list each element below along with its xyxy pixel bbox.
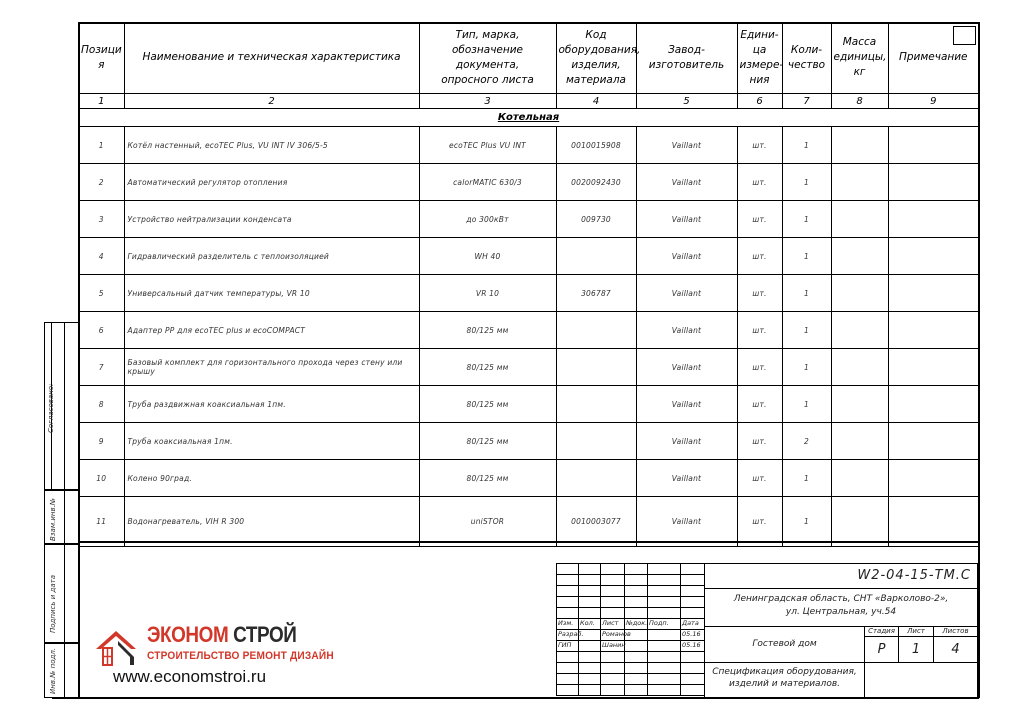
header-qty: Коли- чество — [782, 22, 831, 94]
cell-code: 009730 — [556, 201, 636, 238]
side-cell-inner — [64, 491, 78, 543]
cell-maker: Vaillant — [636, 423, 737, 460]
side-cell-inv-orig — [44, 643, 79, 698]
cell-name: Устройство нейтрализации конденсата — [124, 201, 419, 238]
table-row — [79, 238, 978, 275]
col-number: 1 — [79, 94, 124, 109]
cell-code — [556, 386, 636, 423]
grid-cell — [680, 684, 705, 696]
cell-name: Труба раздвижная коаксиальная 1пм. — [124, 386, 419, 423]
cell-mass — [831, 238, 888, 275]
stage-label: Стадия — [868, 627, 895, 635]
cell-unit: шт. — [737, 423, 782, 460]
header-position: Позици я — [79, 22, 124, 94]
cell-code — [556, 238, 636, 275]
grid-label-razrab-date: 05.16 — [682, 630, 701, 638]
cell-maker: Vaillant — [636, 127, 737, 164]
cell-qty: 1 — [782, 164, 831, 201]
side-inv-orig-label: Инв.№ подл. — [49, 647, 57, 694]
header-note: Примечание — [888, 22, 978, 94]
cell-note — [888, 201, 978, 238]
cell-code: 0010015908 — [556, 127, 636, 164]
column-number-row — [79, 94, 978, 109]
cell-code — [556, 349, 636, 386]
cell-qty: 1 — [782, 127, 831, 164]
table-row — [79, 460, 978, 497]
col-number: 6 — [737, 94, 782, 109]
cell-name: Колено 90град. — [124, 460, 419, 497]
company-cell — [864, 662, 978, 698]
object-name: Гостевой дом — [752, 639, 817, 649]
header-maker: Завод- изготовитель — [636, 22, 737, 94]
cell-type: calorMATIC 630/3 — [419, 164, 556, 201]
sheets-label: Листов — [942, 627, 969, 635]
header-row — [79, 22, 978, 94]
table-row — [79, 423, 978, 460]
grid-label-gip-label: ГИП — [558, 641, 572, 649]
cell-type: ecoTEC Plus VU INT — [419, 127, 556, 164]
cell-unit: шт. — [737, 386, 782, 423]
header-type: Тип, марка, обозначение документа, опросного листа — [419, 22, 556, 94]
cell-position: 9 — [79, 423, 124, 460]
cell-position: 8 — [79, 386, 124, 423]
cell-unit: шт. — [737, 238, 782, 275]
cell-unit: шт. — [737, 460, 782, 497]
cell-mass — [831, 312, 888, 349]
cell-unit: шт. — [737, 497, 782, 547]
cell-note — [888, 127, 978, 164]
cell-type: VR 10 — [419, 275, 556, 312]
cell-qty: 1 — [782, 349, 831, 386]
cell-maker: Vaillant — [636, 275, 737, 312]
cell-unit: шт. — [737, 349, 782, 386]
cell-qty: 1 — [782, 275, 831, 312]
side-cell-inner — [64, 545, 78, 642]
cell-qty: 1 — [782, 312, 831, 349]
cell-qty: 2 — [782, 423, 831, 460]
cell-name: Автоматический регулятор отопления — [124, 164, 419, 201]
cell-type: 80/125 мм — [419, 460, 556, 497]
cell-note — [888, 312, 978, 349]
cell-code: 306787 — [556, 275, 636, 312]
side-cell-sign-date — [44, 544, 79, 643]
cell-position: 10 — [79, 460, 124, 497]
doc-code-cell — [704, 563, 978, 589]
cell-qty: 1 — [782, 238, 831, 275]
cell-position: 11 — [79, 497, 124, 547]
cell-mass — [831, 460, 888, 497]
cell-unit: шт. — [737, 201, 782, 238]
cell-type: 80/125 мм — [419, 423, 556, 460]
sheets-value-cell — [933, 636, 978, 663]
address-line1: Ленинградская область, СНТ «Варколово-2», — [733, 594, 949, 604]
cell-name: Труба коаксиальная 1пм. — [124, 423, 419, 460]
title-block-grid — [556, 563, 704, 698]
cell-name: Водонагреватель, VIH R 300 — [124, 497, 419, 547]
sheets-value: 4 — [951, 642, 960, 657]
cell-position: 5 — [79, 275, 124, 312]
cell-code: 0020092430 — [556, 164, 636, 201]
side-cell-inner — [64, 323, 78, 489]
cell-note — [888, 275, 978, 312]
col-number: 8 — [831, 94, 888, 109]
cell-code — [556, 312, 636, 349]
table-row — [79, 497, 978, 547]
cell-note — [888, 497, 978, 547]
cell-qty: 1 — [782, 201, 831, 238]
col-number: 2 — [124, 94, 419, 109]
logo-brand-dark: СТРОЙ — [233, 622, 297, 647]
cell-type: WH 40 — [419, 238, 556, 275]
grid-label-razrab-name: Романов — [602, 630, 631, 638]
side-cell-inner — [64, 644, 78, 697]
cell-maker: Vaillant — [636, 460, 737, 497]
header-code: Код оборудования, изделия, материала — [556, 22, 636, 94]
address-line2: ул. Центральная, уч.54 — [785, 607, 897, 617]
cell-mass — [831, 349, 888, 386]
cell-maker: Vaillant — [636, 201, 737, 238]
cell-qty: 1 — [782, 386, 831, 423]
side-agreed-label: Согласовано: — [47, 383, 55, 433]
cell-name: Базовый комплект для горизонтального прохода через стену или крышу — [124, 349, 419, 386]
cell-type: uniSTOR — [419, 497, 556, 547]
cell-note — [888, 423, 978, 460]
stage-value: Р — [877, 642, 886, 657]
side-sign-date-label: Подпись и дата — [49, 575, 57, 633]
grid-label-col-ndok: №док. — [626, 619, 648, 627]
grid-label-col-data: Дата — [682, 619, 699, 627]
cell-maker: Vaillant — [636, 386, 737, 423]
cell-name: Универсальный датчик температуры, VR 10 — [124, 275, 419, 312]
cell-position: 7 — [79, 349, 124, 386]
cell-mass — [831, 386, 888, 423]
grid-label-razrab-label: Разраб. — [558, 630, 584, 638]
cell-mass — [831, 423, 888, 460]
section-row — [79, 109, 978, 127]
cell-code — [556, 423, 636, 460]
grid-label-gip-name: Шанин — [602, 641, 626, 649]
sheet-value: 1 — [911, 642, 921, 657]
cell-qty: 1 — [782, 497, 831, 547]
logo-house-icon — [94, 627, 138, 667]
cell-maker: Vaillant — [636, 312, 737, 349]
side-stamp-strip — [44, 322, 79, 698]
object-name-cell — [704, 626, 865, 663]
cell-note — [888, 164, 978, 201]
table-row — [79, 164, 978, 201]
cell-unit: шт. — [737, 164, 782, 201]
cell-maker: Vaillant — [636, 238, 737, 275]
cell-position: 1 — [79, 127, 124, 164]
col-number: 7 — [782, 94, 831, 109]
cell-mass — [831, 201, 888, 238]
section-title: Котельная — [79, 109, 978, 127]
cell-name: Гидравлический разделитель с теплоизоляцией — [124, 238, 419, 275]
logo-url[interactable]: www.economstroi.ru — [113, 667, 267, 686]
header-mass: Масса единицы, кг — [831, 22, 888, 94]
logo-brand-red: ЭКОНОМ — [147, 622, 229, 647]
sheet-value-cell — [898, 636, 934, 663]
side-inv-replace-label: Взам.инв.№ — [49, 497, 57, 541]
cell-code: 0010003077 — [556, 497, 636, 547]
doc-code: W2-04-15-ТМ.С — [857, 568, 971, 583]
cell-mass — [831, 497, 888, 547]
cell-type: до 300кВт — [419, 201, 556, 238]
cell-mass — [831, 164, 888, 201]
cell-unit: шт. — [737, 127, 782, 164]
logo-tagline: СТРОИТЕЛЬСТВО РЕМОНТ ДИЗАЙН — [147, 650, 334, 662]
cell-type: 80/125 мм — [419, 312, 556, 349]
cell-maker: Vaillant — [636, 164, 737, 201]
grid-cell — [624, 684, 648, 696]
sheet-title-line2: изделий и материалов. — [728, 679, 840, 689]
cell-maker: Vaillant — [636, 497, 737, 547]
grid-label-col-izm: Изм. — [558, 619, 574, 627]
cell-note — [888, 238, 978, 275]
grid-label-col-podp: Подп. — [649, 619, 669, 627]
grid-label-gip-date: 05.16 — [682, 641, 701, 649]
grid-cell — [556, 684, 579, 696]
cell-position: 6 — [79, 312, 124, 349]
cell-note — [888, 460, 978, 497]
cell-maker: Vaillant — [636, 349, 737, 386]
frame-right-line — [978, 22, 980, 698]
header-name: Наименование и техническая характеристика — [124, 22, 419, 94]
cell-mass — [831, 127, 888, 164]
cell-code — [556, 460, 636, 497]
cell-type: 80/125 мм — [419, 386, 556, 423]
table-row — [79, 312, 978, 349]
col-number: 5 — [636, 94, 737, 109]
cell-unit: шт. — [737, 275, 782, 312]
stage-value-cell — [864, 636, 899, 663]
grid-cell — [578, 684, 601, 696]
grid-label-col-list: Лист — [602, 619, 619, 627]
sheet-title-cell — [704, 662, 865, 698]
col-number: 3 — [419, 94, 556, 109]
table-row — [79, 386, 978, 423]
col-number: 9 — [888, 94, 978, 109]
logo-brand — [147, 622, 296, 648]
table-row — [79, 349, 978, 386]
table-row — [79, 127, 978, 164]
sheet-label: Лист — [907, 627, 925, 635]
cell-name: Котёл настенный, ecoTEC Plus, VU INT IV 306/5-5 — [124, 127, 419, 164]
col-number: 4 — [556, 94, 636, 109]
cell-mass — [831, 275, 888, 312]
table-row — [79, 201, 978, 238]
grid-cell — [600, 684, 625, 696]
specification-table — [79, 22, 978, 542]
cell-note — [888, 349, 978, 386]
grid-cell — [647, 684, 681, 696]
table-row — [79, 275, 978, 312]
cell-type: 80/125 мм — [419, 349, 556, 386]
cell-unit: шт. — [737, 312, 782, 349]
title-block — [556, 563, 978, 698]
side-cell-inv-replace — [44, 490, 79, 544]
cell-position: 2 — [79, 164, 124, 201]
address-cell — [704, 588, 978, 627]
grid-label-col-kol: Кол. — [580, 619, 595, 627]
cell-position: 3 — [79, 201, 124, 238]
cell-position: 4 — [79, 238, 124, 275]
sheet-title-line1: Спецификация оборудования, — [712, 667, 857, 677]
cell-qty: 1 — [782, 460, 831, 497]
side-cell-agreed — [44, 322, 79, 490]
cell-name: Адаптер PP для ecoTEC plus и ecoCOMPACT — [124, 312, 419, 349]
cell-note — [888, 386, 978, 423]
header-unit: Едини- ца измере- ния — [737, 22, 782, 94]
